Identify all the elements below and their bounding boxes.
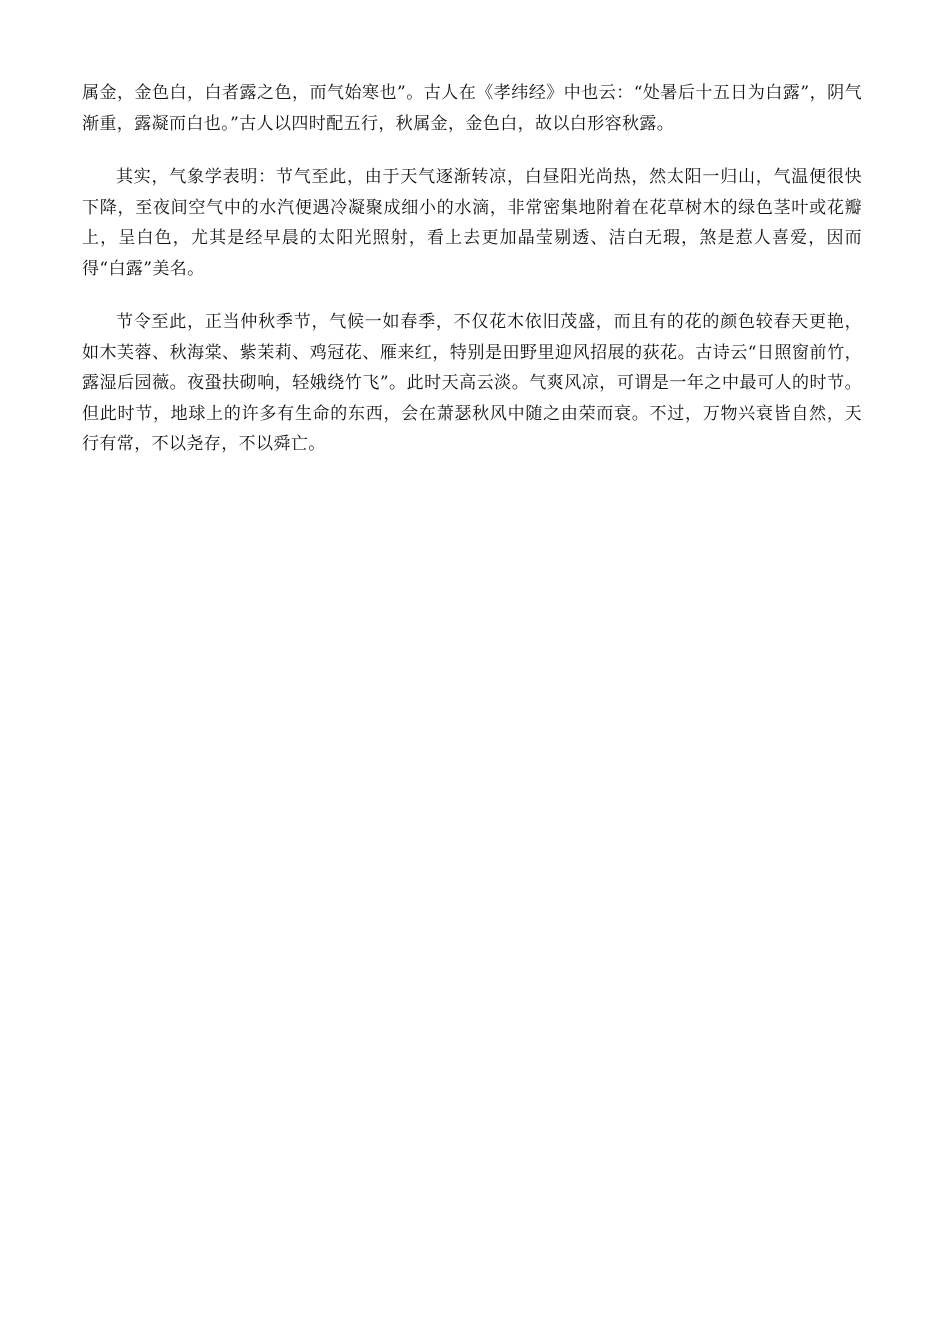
paragraph-2: 其实，气象学表明：节气至此，由于天气逐渐转凉，白昼阳光尚热，然太阳一归山，气温便很快下降，至夜间空气中的水汽便遇冷凝聚成细小的水滴，非常密集地附着在花草树木的绿色茎叶或花瓣上，呈白色，尤其是经早晨的太阳光照射，看上去更加晶莹剔透、洁白无瑕，煞是惹人喜爱，因而得“白露”美名。 xyxy=(82,167,862,279)
document-body xyxy=(82,78,862,460)
paragraph-1: 属金，金色白，白者露之色，而气始寒也”。古人在《孝纬经》中也云：“处暑后十五日为白露”，阴气渐重，露凝而白也。”古人以四时配五行，秋属金，金色白，故以白形容秋露。 xyxy=(82,83,862,134)
paragraph-3: 节令至此，正当仲秋季节，气候一如春季，不仅花木依旧茂盛，而且有的花的颜色较春天更艳，如木芙蓉、秋海棠、紫茉莉、鸡冠花、雁来红，特别是田野里迎风招展的荻花。古诗云“日照窗前竹，露湿后园薇。夜蛩扶砌响，轻娥绕竹飞”。此时天高云淡。气爽风凉，可谓是一年之中最可人的时节。但此时节，地球上的许多有生命的东西，会在萧瑟秋风中随之由荣而衰。不过，万物兴衰皆自然，天行有常，不以尧存，不以舜亡。 xyxy=(82,312,862,454)
